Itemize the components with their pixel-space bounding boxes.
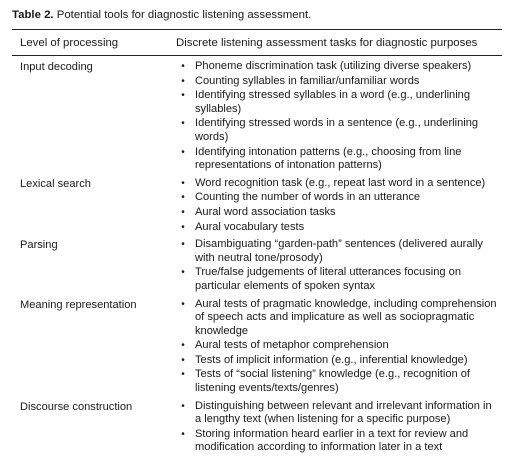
table-body (12, 56, 502, 456)
list-item (176, 89, 502, 116)
bullet-icon: • (181, 221, 185, 233)
list-item (176, 117, 502, 144)
task-text: Counting syllables in familiar/unfamiliar words (195, 74, 420, 87)
task-text: Identifying stressed words in a sentence (e.g., underlining words) (195, 117, 479, 143)
list-item (176, 60, 502, 74)
bullet-icon: • (181, 239, 185, 251)
task-list (176, 400, 502, 455)
level-cell: Parsing (20, 239, 58, 252)
bullet-icon: • (181, 428, 185, 440)
list-item (176, 146, 502, 173)
task-text: Distinguishing between relevant and irrelevant information in a lengthy text (when listening for a specific purpose) (195, 399, 492, 426)
task-list (176, 177, 502, 234)
header-tasks: Discrete listening assessment tasks for diagnostic purposes (176, 37, 478, 49)
table-row (12, 238, 502, 294)
list-item (176, 221, 502, 235)
task-list (176, 60, 502, 173)
level-cell: Meaning representation (20, 298, 137, 311)
table-row (12, 60, 502, 174)
tasks-cell (176, 400, 502, 456)
list-item (176, 266, 502, 293)
task-list (176, 298, 502, 396)
bullet-icon: • (181, 369, 185, 381)
bullet-icon: • (181, 340, 185, 352)
task-text: Word recognition task (e.g., repeat last word in a sentence) (195, 176, 486, 189)
task-text: Phoneme discrimination task (utilizing diverse speakers) (195, 60, 472, 72)
list-item (176, 238, 502, 265)
list-item (176, 354, 502, 368)
task-list (176, 238, 502, 293)
task-text: Aural tests of pragmatic knowledge, including comprehension of speech acts and implicature as well as sociopragmatic knowledge (195, 297, 497, 337)
task-text: Tests of “social listening” knowledge (e.g., recognition of listening events/texts/genres) (195, 368, 471, 395)
table-header-row (12, 30, 502, 55)
task-text: Identifying stressed syllables in a word (e.g., underlining syllables) (195, 89, 471, 115)
bullet-icon: • (181, 298, 185, 310)
list-item (176, 206, 502, 220)
list-item (176, 75, 502, 89)
task-text: Storing information heard earlier in a text for review and modification according to information later in a text (195, 427, 469, 454)
table-row (12, 177, 502, 235)
task-text: Aural vocabulary tests (195, 220, 305, 233)
bullet-icon: • (181, 90, 185, 102)
task-text: Aural tests of metaphor comprehension (195, 339, 389, 352)
tasks-cell (176, 298, 502, 397)
level-cell: Lexical search (20, 177, 91, 190)
list-item (176, 400, 502, 427)
table-caption (12, 8, 502, 22)
list-item (176, 191, 502, 205)
task-text: Disambiguating “garden-path” sentences (delivered aurally with neutral tone/prosody) (195, 238, 483, 264)
list-item (176, 339, 502, 353)
table-label: Table 2. (12, 9, 54, 21)
tasks-cell (176, 238, 502, 294)
level-cell: Discourse construction (20, 400, 133, 413)
bullet-icon: • (181, 354, 185, 366)
bullet-icon: • (181, 400, 185, 412)
task-text: Counting the number of words in an utterance (195, 191, 421, 204)
bullet-icon: • (181, 146, 185, 158)
task-text: Identifying intonation patterns (e.g., choosing from line representations of intonation patterns) (195, 145, 462, 172)
bullet-icon: • (181, 61, 185, 72)
header-level: Level of processing (20, 37, 119, 49)
list-item (176, 368, 502, 395)
bullet-icon: • (181, 118, 185, 130)
tasks-cell (176, 177, 502, 235)
table-row (12, 400, 502, 456)
tasks-cell (176, 60, 502, 174)
task-text: Aural word association tasks (195, 205, 336, 218)
list-item (176, 428, 502, 455)
bullet-icon: • (181, 206, 185, 218)
level-cell: Input decoding (20, 61, 93, 73)
task-text: Tests of implicit information (e.g., inferential knowledge) (195, 353, 468, 366)
list-item (176, 177, 502, 191)
bullet-icon: • (181, 75, 185, 87)
bullet-icon: • (181, 267, 185, 279)
table-figure (12, 0, 502, 456)
task-text: True/false judgements of literal utterances focusing on particular elements of spoken syntax (195, 266, 461, 292)
list-item (176, 298, 502, 339)
bullet-icon: • (181, 192, 185, 204)
table-row (12, 298, 502, 397)
bullet-icon: • (181, 177, 185, 189)
table-title: Potential tools for diagnostic listening assessment. (56, 9, 312, 21)
